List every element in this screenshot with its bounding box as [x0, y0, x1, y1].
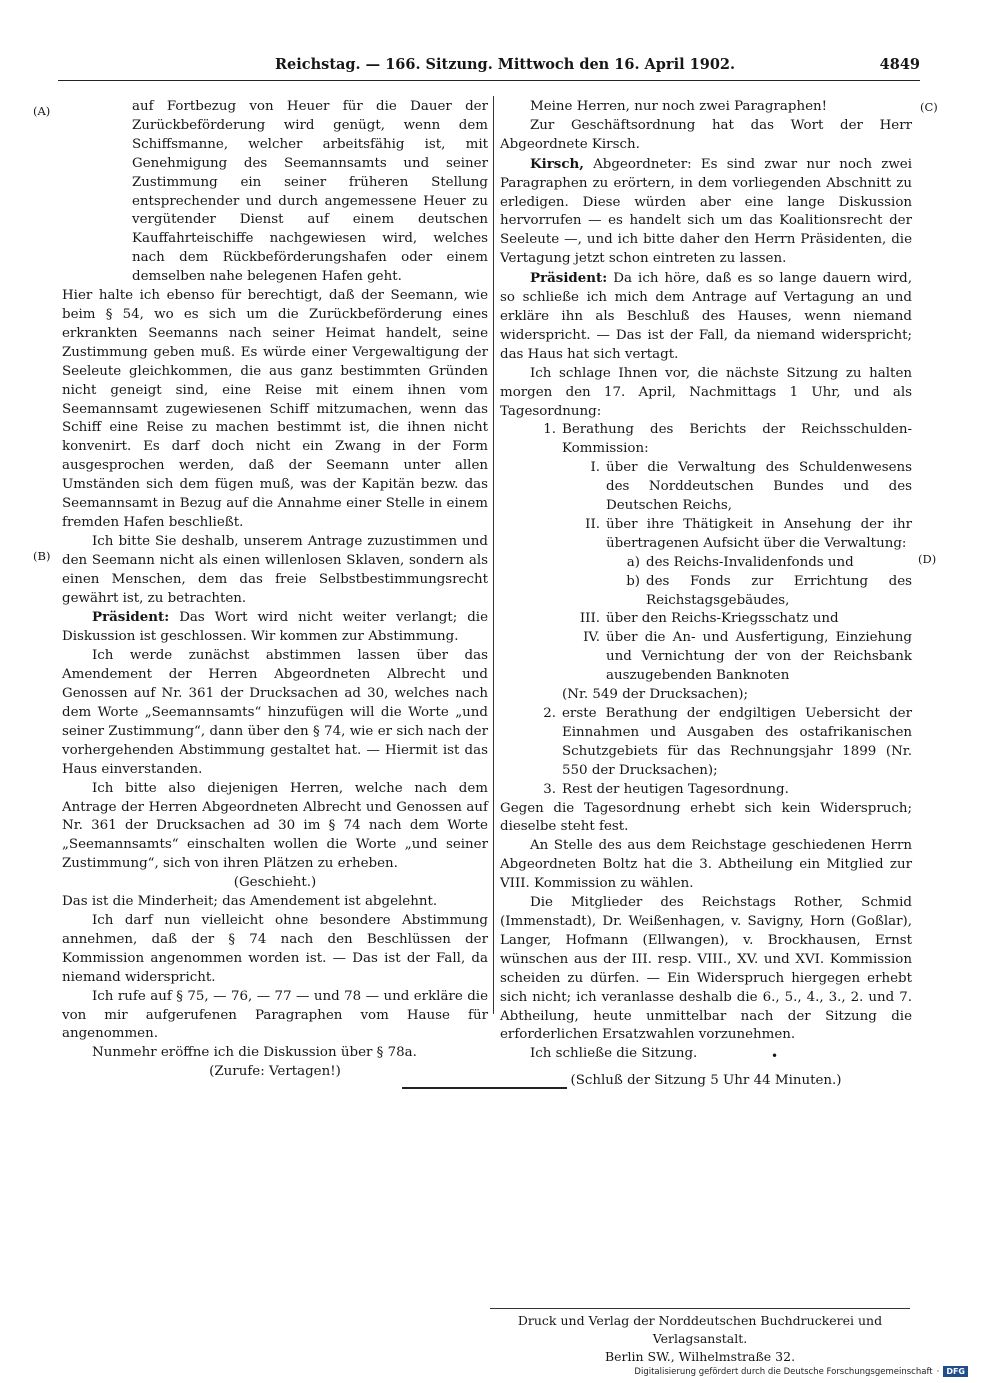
- stage-direction: (Zurufe: Vertagen!): [209, 1064, 341, 1080]
- speech-text: Da ich höre, daß es so lange dauern wird, so schließe ich mich dem Antrage auf Vertagung an und erkläre ihn als Beschluß des Hauses, wenn niemand widerspricht. — Das ist der Fall, da niemand widerspricht; das Haus hat sich vertagt.: [500, 271, 912, 362]
- agenda-number: 2.: [543, 706, 556, 721]
- session-close-note: (Schluß der Sitzung 5 Uhr 44 Minuten.): [570, 1073, 842, 1089]
- agenda-item: [500, 629, 912, 686]
- agenda-item: [500, 610, 912, 629]
- right-column: [500, 98, 912, 1091]
- margin-marker-b: (B): [33, 549, 51, 563]
- end-rule: [402, 1087, 567, 1089]
- paragraph: Nunmehr eröffne ich die Diskussion über § 78a.: [92, 1045, 417, 1061]
- agenda-number: 1.: [543, 422, 556, 438]
- agenda-text: über die Verwaltung des Schuldenwesens des Norddeutschen Bundes und des Deutschen Reichs,: [606, 460, 912, 514]
- running-title: Reichstag. — 166. Sitzung. Mittwoch den 16. April 1902.: [275, 56, 736, 73]
- agenda-text: des Fonds zur Errichtung des Reichstagsgebäudes,: [646, 573, 912, 608]
- agenda-text: Berathung des Berichts der Reichsschulden-Kommission:: [562, 422, 912, 457]
- agenda-item: [500, 516, 912, 554]
- agenda-number: 3.: [543, 781, 556, 797]
- margin-marker-c: (C): [920, 100, 938, 114]
- print-speck: •: [771, 1049, 779, 1063]
- agenda-number: IV.: [583, 630, 600, 646]
- paragraph: Meine Herren, nur noch zwei Paragraphen!: [530, 99, 827, 114]
- paragraph: Ich rufe auf § 75, — 76, — 77 — und 78 — und erkläre die von mir aufgerufenen Paragraphen vom Hause für angenommen.: [62, 988, 488, 1042]
- paragraph: Ich bitte also diejenigen Herren, welche nach dem Antrage der Herren Abgeordneten Albrecht und Genossen auf Nr. 361 der Drucksachen ad 30 im § 74 nach dem Worte „Seemannsamts“ einschalten wollen die Worte „und seiner Zustimmung“, sich von ihren Plätzen zu erheben.: [62, 780, 488, 872]
- column-divider: [493, 96, 494, 1014]
- agenda-text: Rest der heutigen Tagesordnung.: [562, 781, 789, 797]
- paragraph: [62, 608, 488, 647]
- speech-text: Das Wort wird nicht weiter verlangt; die Diskussion ist geschlossen. Wir kommen zur Abstimmung.: [62, 610, 488, 645]
- paragraph: [500, 269, 912, 365]
- agenda-number: a): [626, 554, 640, 570]
- left-column: [62, 98, 488, 1082]
- imprint: [490, 1308, 910, 1366]
- agenda-text: erste Berathung der endgiltigen Uebersicht der Einnahmen und Ausgaben des ostafrikanischen Schutzgebiets für das Rechnungsjahr 1899 (Nr. 550 der Drucksachen);: [562, 706, 912, 778]
- agenda-number: [500, 686, 562, 705]
- agenda-text: über ihre Thätigkeit in Ansehung der ihr übertragenen Aufsicht über die Verwaltung:: [606, 516, 912, 551]
- agenda-list: [500, 421, 912, 799]
- agenda-item: [500, 554, 912, 573]
- agenda-text: (Nr. 549 der Drucksachen);: [562, 687, 748, 703]
- paragraph: Die Mitglieder des Reichstags Rother, Schmid (Immenstadt), Dr. Weißenhagen, v. Savigny, Horn (Goßlar), Langer, Hofmann (Ellwangen), v. Brockhausen, Ernst wünschen aus der III. resp. VIII., XV. und XVI. Kommission scheiden zu dürfen. — Ein Widerspruch hiergegen erhebt sich nicht; ich veranlasse deshalb die 6., 5., 4., 3., 2. und 7. Abtheilung, heute unmittelbar nach der Sitzung die erforderlichen Ersatzwahlen vorzunehmen.: [500, 895, 912, 1043]
- agenda-item: [500, 573, 912, 611]
- speaker-name: Präsident:: [530, 270, 608, 287]
- agenda-text: über den Reichs-Kriegsschatz und: [606, 611, 839, 627]
- footer-text: Digitalisierung gefördert durch die Deutsche Forschungsgemeinschaft: [634, 1366, 933, 1377]
- page-header: [60, 54, 920, 80]
- paragraph: Ich werde zunächst abstimmen lassen über das Amendement der Herren Abgeordneten Albrecht und Genossen auf Nr. 361 der Drucksachen ad 30, welches nach dem Worte „Seemannsamts“ hinzufügen will die Worte „und seiner Zustimmung“, dann über den § 74, wie er sich nach der vorhergehenden Abstimmung gestaltet hat. — Hiermit ist das Haus einverstanden.: [62, 648, 488, 777]
- speaker-name: Kirsch,: [530, 155, 584, 172]
- agenda-item: [500, 705, 912, 781]
- agenda-number: I.: [590, 460, 600, 476]
- imprint-publisher: Druck und Verlag der Norddeutschen Buchdruckerei und Verlagsanstalt.: [517, 1313, 883, 1346]
- paragraph: Zur Geschäftsordnung hat das Wort der Herr Abgeordnete Kirsch.: [500, 117, 912, 152]
- margin-marker-a: (A): [33, 104, 51, 118]
- page-number: 4849: [879, 56, 920, 73]
- paragraph: [500, 155, 912, 269]
- agenda-item: [500, 421, 912, 459]
- paragraph: Das ist die Minderheit; das Amendement ist abgelehnt.: [62, 894, 438, 910]
- paragraph: Ich schlage Ihnen vor, die nächste Sitzung zu halten morgen den 17. April, Nachmittags 1 Uhr, und als Tagesordnung:: [500, 365, 912, 419]
- digitization-footer: Digitalisierung gefördert durch die Deutsche Forschungsgemeinschaft · DFG: [634, 1366, 968, 1377]
- paragraph: Hier halte ich ebenso für berechtigt, daß der Seemann, wie beim § 54, wo es sich um die Zurückbeförderung eines erkrankten Seemanns nach seiner Heimat handelt, seine Zustimmung geben muß. Es würde einer Vergewaltigung der Seeleute gleichkommen, die aus ganz bestimmten Gründen nicht geneigt sind, eine Reise mit einem ihnen vom Seemannsamt zugewiesenen Schiff mitzumachen, wenn das Schiff eine Reise zu machen bestimmt ist, die ihnen nicht konvenirt. Es darf doch nicht ein Zwang in der Form ausgesprochen werden, daß der Seemann unter allen Umständen sich dem fügen muß, was der Kapitän bezw. das Seemannsamt in Bezug auf die Annahme einer Stelle in einem fremden Hafen beschließt.: [62, 288, 488, 530]
- paragraph: Ich bitte Sie deshalb, unserem Antrage zuzustimmen und den Seemann nicht als einen willenlosen Sklaven, sondern als einen Menschen, dem das freie Selbstbestimmungsrecht gewährt ist, zu betrachten.: [62, 533, 488, 606]
- speaker-name: Präsident:: [92, 609, 170, 626]
- paragraph: Gegen die Tagesordnung erhebt sich kein Widerspruch; dieselbe steht fest.: [500, 800, 912, 835]
- agenda-number: b): [626, 573, 640, 589]
- agenda-item: [500, 459, 912, 516]
- imprint-address: Berlin SW., Wilhelmstraße 32.: [604, 1349, 796, 1364]
- agenda-number: III.: [579, 611, 600, 627]
- header-rule: [58, 80, 920, 81]
- paragraph: Ich schließe die Sitzung.: [530, 1046, 698, 1062]
- agenda-item: [500, 686, 912, 705]
- paragraph: Ich darf nun vielleicht ohne besondere Abstimmung annehmen, daß der § 74 nach den Beschlüssen der Kommission angenommen worden ist. — Das ist der Fall, da niemand widerspricht.: [62, 912, 488, 985]
- agenda-text: des Reichs-Invalidenfonds und: [646, 554, 854, 570]
- agenda-text: über die An- und Ausfertigung, Einziehung und Vernichtung der von der Reichsbank auszugebenden Banknoten: [606, 630, 912, 684]
- dfg-logo-icon: DFG: [943, 1366, 968, 1377]
- agenda-number: II.: [585, 516, 600, 532]
- agenda-item: [500, 781, 912, 800]
- paragraph: auf Fortbezug von Heuer für die Dauer der Zurückbeförderung wird genügt, wenn dem Schiffsmanne, welcher arbeitsfähig ist, mit Genehmigung des Seemannsamts und seiner Zustimmung ein seiner früheren Stellung entsprechender und durch angemessene Heuer zu vergütender Dienst auf einem deutschen Kauffahrteischiffe nachgewiesen wird, welches nach dem Rückbeförderungshafen oder einem demselben nahe belegenen Hafen geht.: [132, 99, 488, 285]
- margin-marker-d: (D): [918, 552, 937, 566]
- speech-text: Abgeordneter: Es sind zwar nur noch zwei Paragraphen zu erörtern, in dem vorliegenden Abschnitt zu erledigen. Diese würden aber eine lange Diskussion hervorrufen — es handelt sich um das Koalitionsrecht der Seeleute —, und ich bitte daher den Herrn Präsidenten, die Vertagung jetzt schon eintreten zu lassen.: [500, 156, 912, 267]
- paragraph: An Stelle des aus dem Reichstage geschiedenen Herrn Abgeordneten Boltz hat die 3. Abtheilung ein Mitglied zur VIII. Kommission zu wählen.: [500, 838, 912, 892]
- stage-direction: (Geschieht.): [233, 875, 317, 891]
